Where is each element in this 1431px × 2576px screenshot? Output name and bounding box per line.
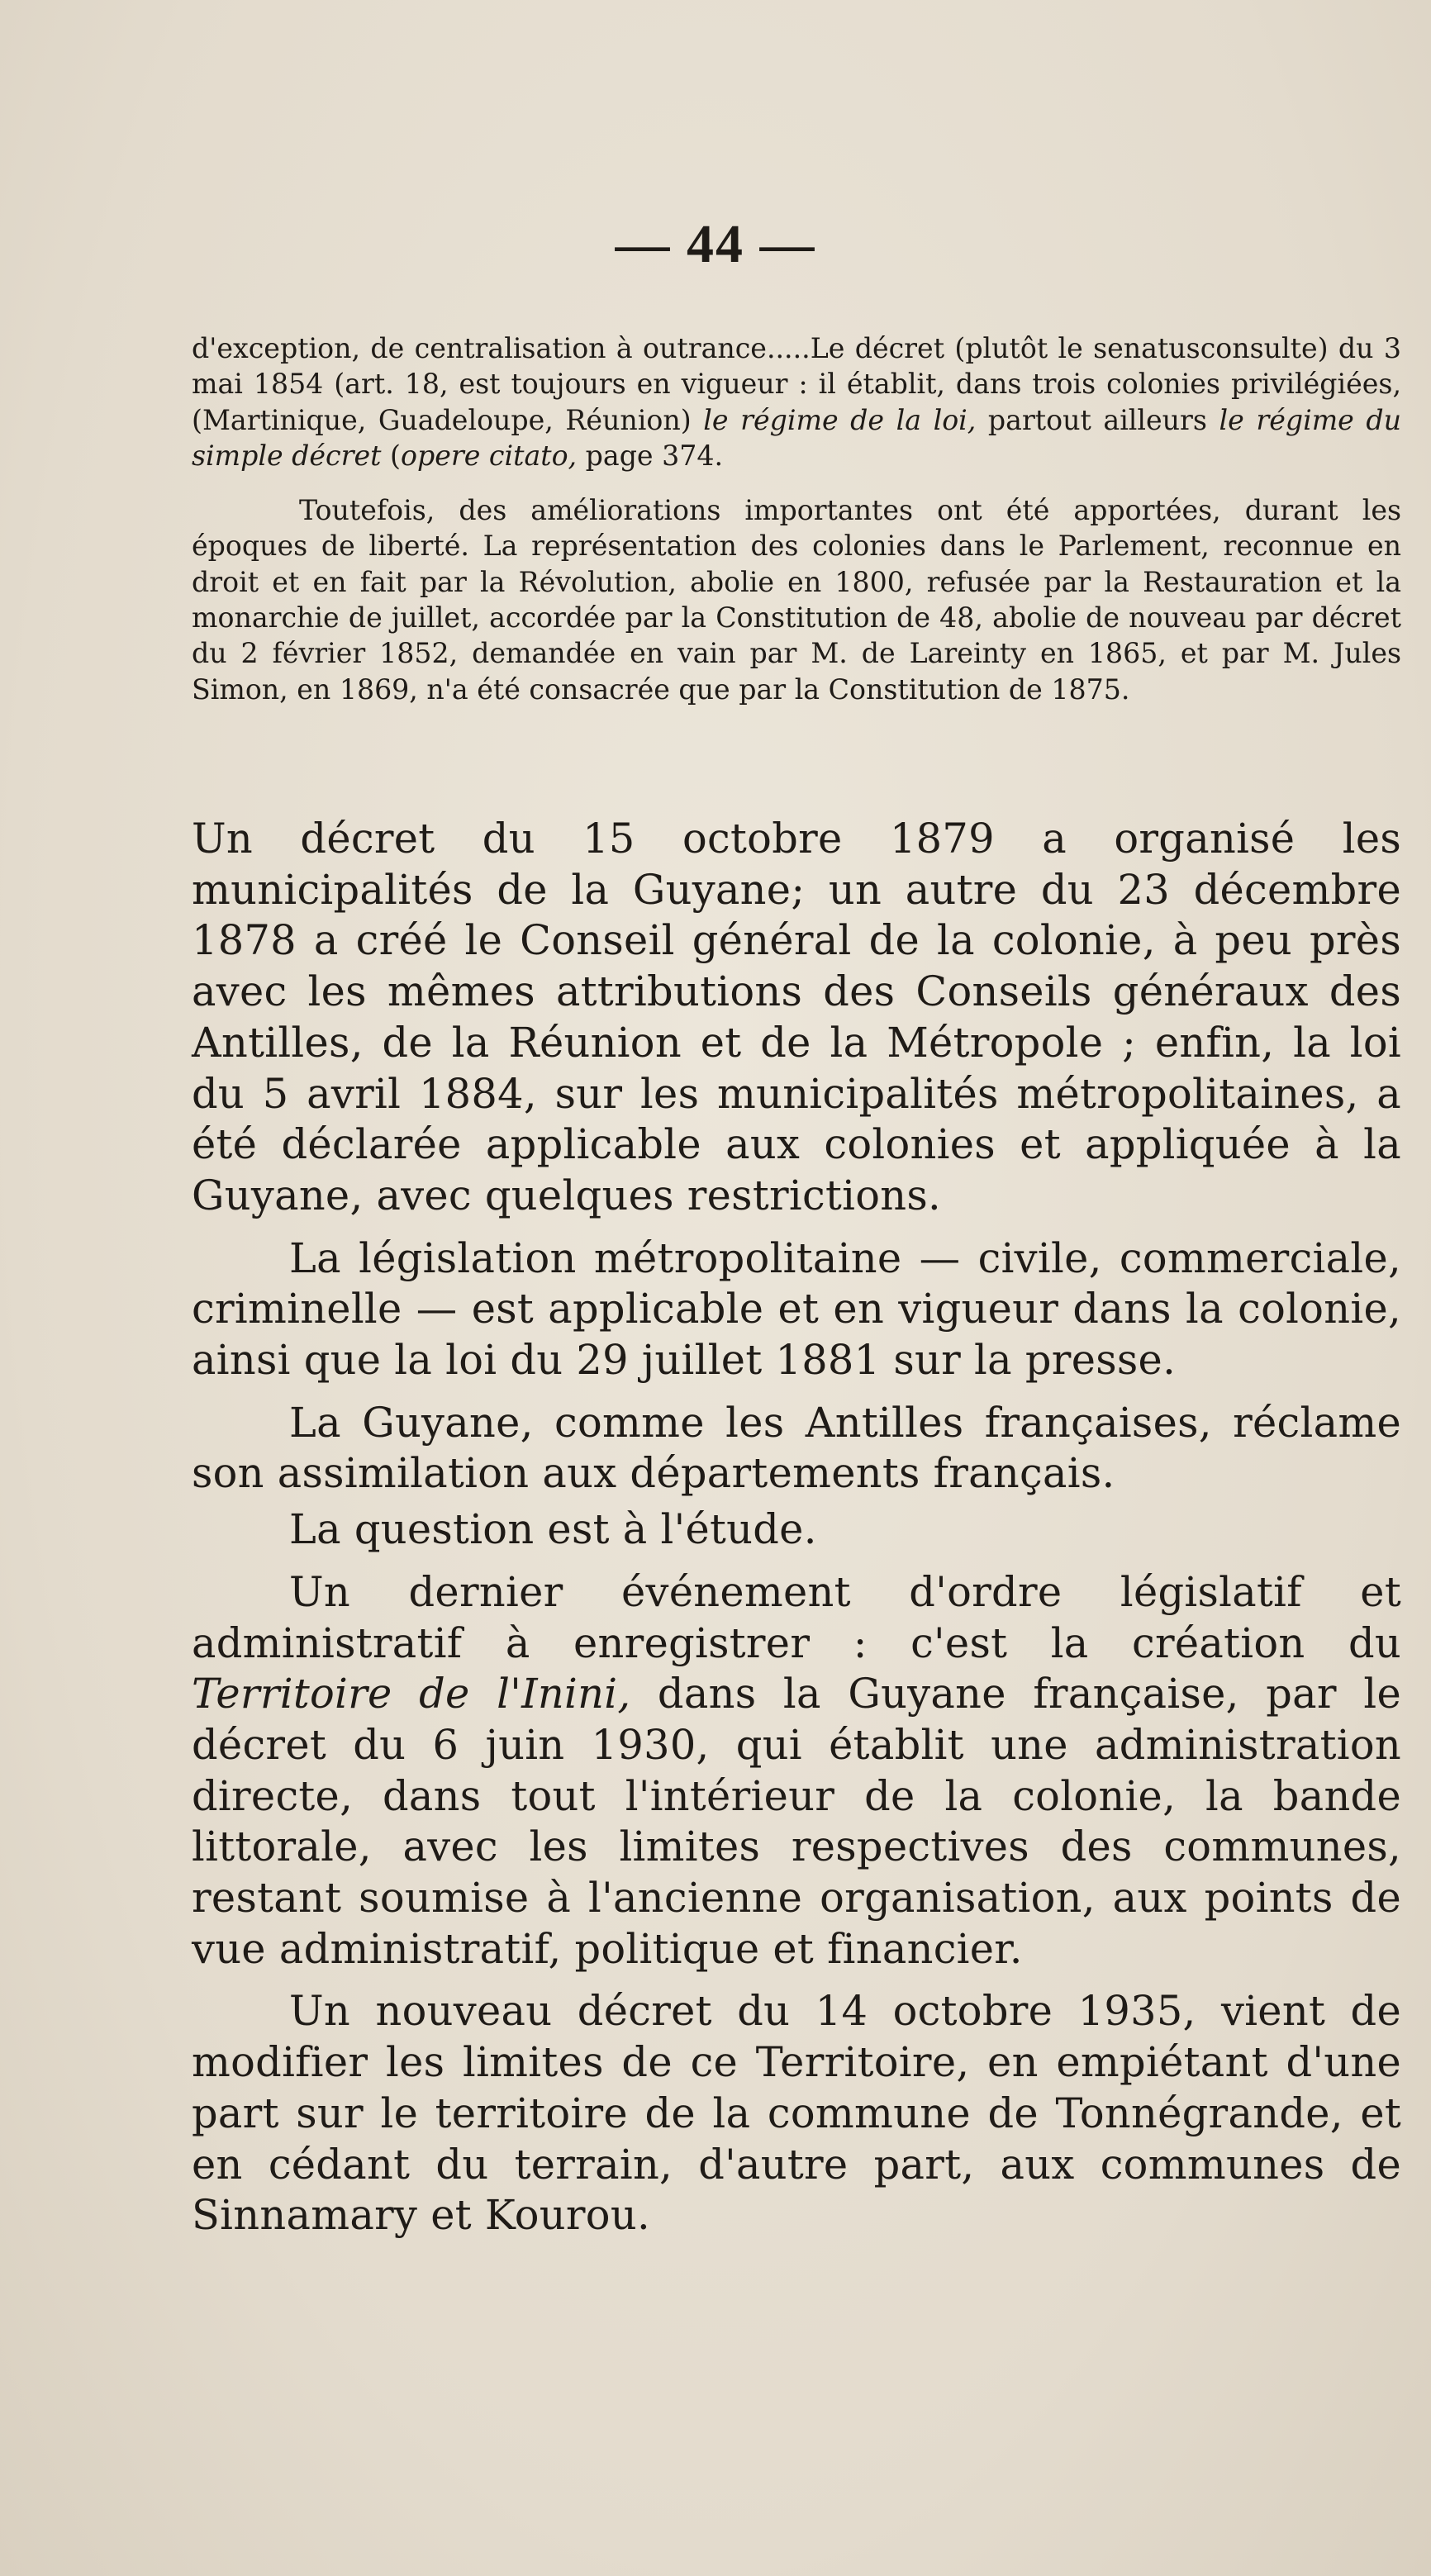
italic-run: opere citato, <box>400 439 578 472</box>
body-paragraph <box>192 1567 1401 1975</box>
text-run: partout ailleurs <box>976 403 1219 436</box>
italic-run: Territoire de l'Inini, <box>192 1670 631 1718</box>
body-paragraph: La question est à l'étude. <box>289 1505 817 1554</box>
footnote-paragraph: Toutefois, des améliorations importantes ont été apportées, durant les époques de liberté. La représentation des colonies dans le Parlement, reconnue en droit et en fait par la Révolution, abolie en 1800, refusée par la Restauration et la monarchie de juillet, accordée par la Constitution de 48, abolie de nouveau par décret du 2 février 1852, demandée en vain par M. de Lareinty en 1865, et par M. Jules Simon, en 1869, n'a été consacrée que par la Constitution de 1875. <box>192 494 1401 706</box>
body-paragraph: La législation métropolitaine — civile, commerciale, criminelle — est applicable et en vigueur dans la colonie, ainsi que la loi du 29 juillet 1881 sur la presse. <box>192 1233 1401 1385</box>
italic-run: le régime de la loi, <box>703 403 977 436</box>
body-paragraph: Un nouveau décret du 14 octobre 1935, vient de modifier les limites de ce Territoire, en empiétant d'une part sur le territoire de la commune de Tonnégrande, et en cédant du terrain, d'autre part, aux communes de Sinnamary et Kourou. <box>192 1987 1401 2240</box>
body-paragraph: La Guyane, comme les Antilles françaises, réclame son assimilation aux départements français. <box>192 1398 1401 1498</box>
italic-run: le régime du simple décret <box>192 403 1401 472</box>
footnote-block <box>192 330 1401 707</box>
body-paragraph: Un décret du 15 octobre 1879 a organisé les municipalités de la Guyane; un autre du 23 décembre 1878 a créé le Conseil général de la colonie, à peu près avec les mêmes attributions des Conseils généraux des Antilles, de la Réunion et de la Métropole ; enfin, la loi du 5 avril 1884, sur les municipalités métropolitaines, a été déclarée applicable aux colonies et appliquée à la Guyane, avec quelques restrictions. <box>192 815 1401 1219</box>
text-run: dans la Guyane française, par le décret du 6 juin 1930, qui établit une administration directe, dans tout l'intérieur de la colonie, la bande littorale, avec les limites respectives des communes, restant soumise à l'ancienne organisation, aux points de vue administratif, politique et financier. <box>192 1670 1401 1973</box>
body-text <box>192 814 1401 2253</box>
text-run: ( <box>381 439 401 472</box>
page-number: — 44 — <box>615 214 816 274</box>
text-run: Un dernier événement d'ordre législatif et administratif à enregistrer : c'est la création du <box>192 1567 1401 1667</box>
footnote-paragraph <box>192 330 1401 473</box>
text-run: page 374. <box>577 439 724 472</box>
text-run: d'exception, de centralisation à outrance.....Le décret (plutôt le senatusconsulte) du 3 mai 1854 (art. 18, est toujours en vigueur : il établit, dans trois colonies privilégiées, (Martinique, Guadeloupe, Réunion) <box>192 332 1401 436</box>
